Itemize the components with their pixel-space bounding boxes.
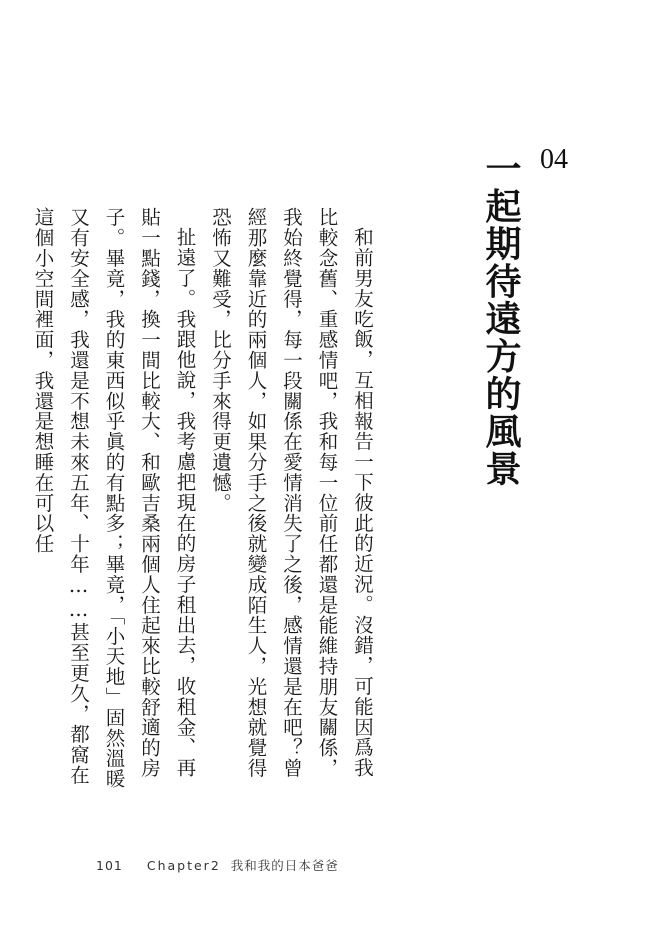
chapter-number: 04 bbox=[540, 144, 568, 175]
chapter-title: 一起期待遠方的風景 bbox=[480, 150, 521, 488]
paragraph: 扯遠了。我跟他說，我考慮把現在的房子租出去，收租金、再貼一點錢，換一間比較大、和歐吉桑兩個人住起來比較舒適的房子。畢竟，我的東西似乎眞的有點多；畢竟，「小天地」固然溫暖又有安全感，我還是不想未來五年、十年……甚至更久，都窩在這個小空間裡面，我還是想睡在可以任 bbox=[31, 207, 197, 789]
footer-chapter-subtitle: 我和我的日本爸爸 bbox=[230, 858, 339, 873]
body-text bbox=[31, 207, 380, 797]
page-number: 101 bbox=[96, 858, 123, 873]
paragraph: 和前男友吃飯，互相報告一下彼此的近況。沒錯，可能因爲我比較念舊、重感情吧，我和每一位前任都還是能維持朋友關係，我始終覺得，每一段關係在愛情消失了之後，感情還是在吧？曾經那麼靠近的兩個人，如果分手之後就變成陌生人，光想就覺得恐怖又難受，比分手來得更遺憾。 bbox=[209, 207, 374, 779]
page-footer bbox=[96, 856, 339, 874]
footer-chapter-label: Chapter2 bbox=[146, 858, 221, 873]
